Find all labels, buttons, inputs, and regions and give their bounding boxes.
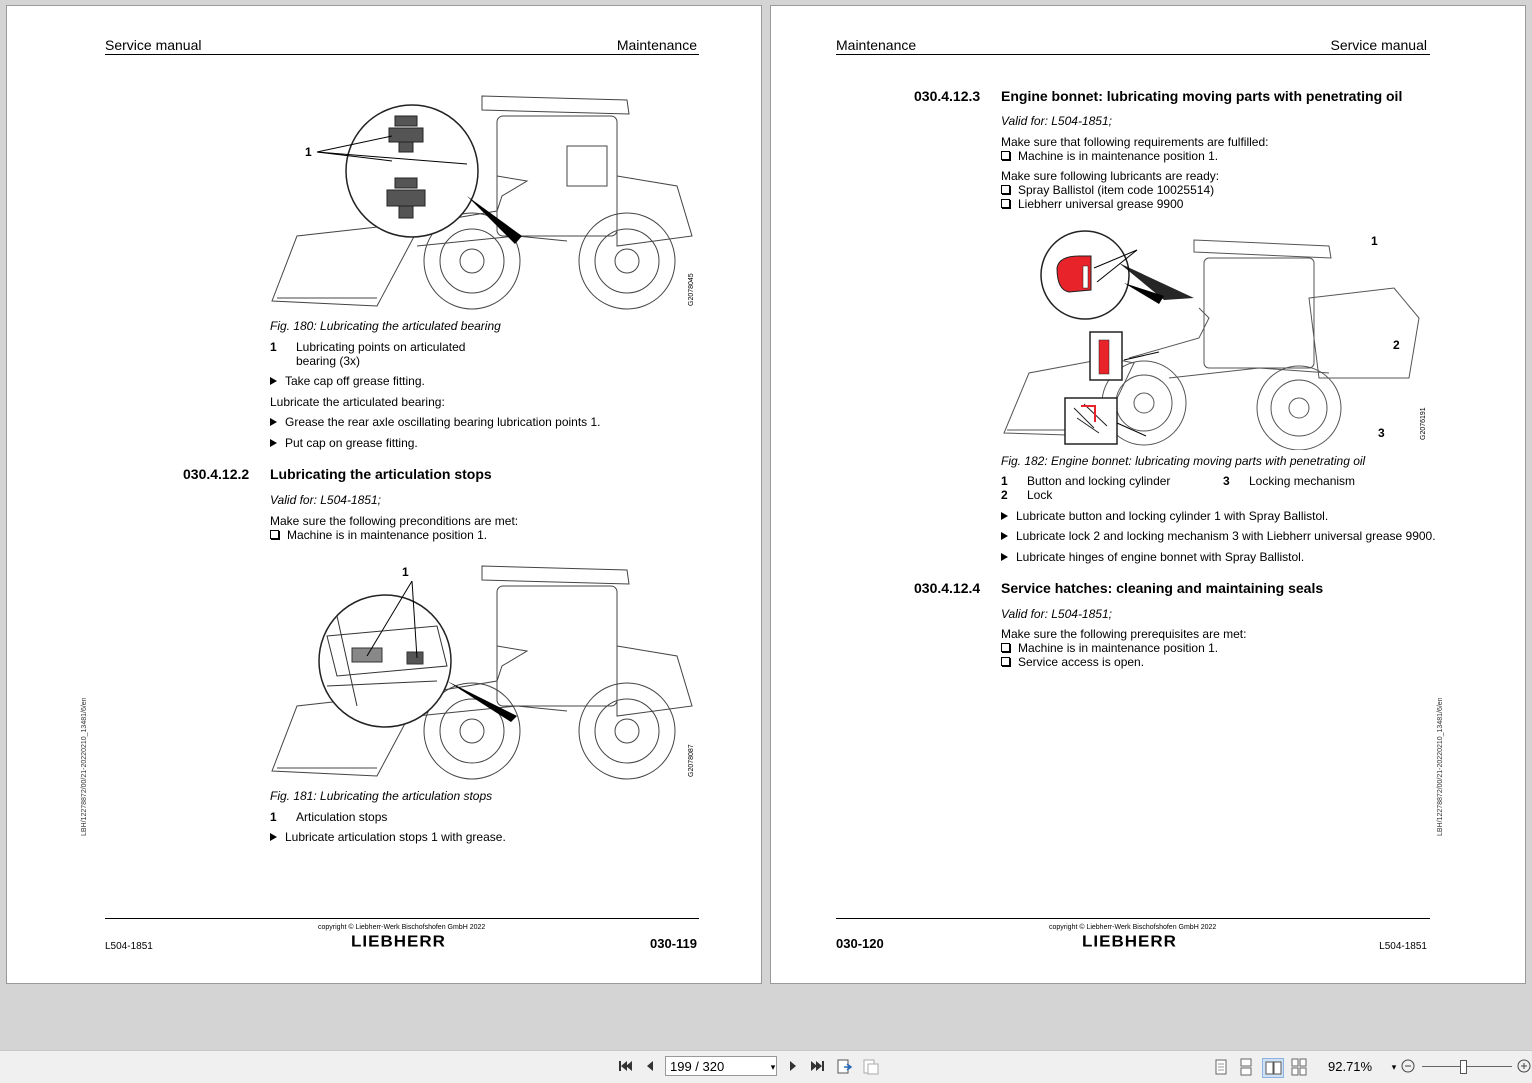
first-page-icon — [617, 1058, 633, 1074]
last-page-icon — [810, 1058, 826, 1074]
back-view-icon — [835, 1058, 853, 1076]
fig-181-callout-1: 1 — [402, 565, 409, 579]
zoom-slider-handle[interactable] — [1460, 1060, 1467, 1074]
requirement-item: Machine is in maintenance position 1. — [270, 528, 487, 542]
page-dropdown-icon[interactable]: ▾ — [770, 1062, 776, 1072]
requirement-item: Machine is in maintenance position 1. — [1001, 641, 1218, 655]
section-title: Lubricating the articulation stops — [270, 466, 492, 482]
checkbox-icon — [1001, 657, 1010, 666]
footer-model: L504-1851 — [105, 941, 153, 952]
fig-181-code: G2078087 — [688, 744, 695, 777]
footer-rule — [105, 918, 699, 919]
fig-182-legend-num-3: 3 — [1223, 474, 1230, 488]
fig-182-callout-2: 2 — [1393, 338, 1400, 352]
header-left: Service manual — [105, 37, 202, 53]
zoom-out-icon — [1400, 1058, 1416, 1074]
viewer-toolbar — [0, 1050, 1532, 1083]
step-arrow-icon — [270, 418, 277, 426]
checkbox-icon — [1001, 643, 1010, 652]
footer-page-number: 030-120 — [836, 936, 884, 951]
paragraph: Make sure that following requirements are fulfilled: — [1001, 135, 1269, 149]
zoom-slider-track[interactable] — [1422, 1066, 1512, 1067]
fig-180-legend-text-1: Lubricating points on articulated — [296, 340, 466, 354]
zoom-dropdown-icon[interactable]: ▾ — [1391, 1062, 1397, 1072]
fig-180-legend-num: 1 — [270, 340, 277, 354]
previous-page-button[interactable] — [641, 1058, 659, 1076]
go-back-view-button[interactable] — [835, 1058, 853, 1076]
section-number: 030.4.12.4 — [914, 580, 981, 596]
step-item: Lubricate lock 2 and locking mechanism 3 with Liebherr universal grease 9900. — [1001, 529, 1436, 543]
checkbox-icon — [1001, 185, 1010, 194]
liebherr-logo: LIEBHERR — [1082, 933, 1177, 951]
checkbox-icon — [270, 530, 279, 539]
first-page-button[interactable] — [616, 1058, 634, 1076]
step-item: Put cap on grease fitting. — [270, 436, 418, 450]
liebherr-logo: LIEBHERR — [351, 933, 446, 951]
step-arrow-icon — [1001, 532, 1008, 540]
facing-view-button[interactable] — [1262, 1058, 1284, 1078]
page-number-input[interactable] — [665, 1056, 777, 1076]
single-page-view-button[interactable] — [1212, 1058, 1230, 1076]
step-arrow-icon — [270, 833, 277, 841]
fig-182-legend-num-1: 1 — [1001, 474, 1008, 488]
fig-181-legend-num: 1 — [270, 810, 277, 824]
left-page — [6, 5, 762, 984]
right-page — [770, 5, 1526, 984]
next-page-button[interactable] — [784, 1058, 802, 1076]
fig-180-caption: Fig. 180: Lubricating the articulated bearing — [270, 319, 501, 333]
step-item: Lubricate hinges of engine bonnet with Spray Ballistol. — [1001, 550, 1304, 564]
requirement-item: Spray Ballistol (item code 10025514) — [1001, 183, 1214, 197]
fig-180-legend-text-2: bearing (3x) — [296, 354, 361, 368]
fig-180-illustration — [267, 86, 697, 316]
forward-view-icon — [861, 1058, 879, 1076]
fig-181-caption: Fig. 181: Lubricating the articulation stops — [270, 789, 493, 803]
fig-182-caption: Fig. 182: Engine bonnet: lubricating moving parts with penetrating oil — [1001, 454, 1366, 468]
footer-rule — [836, 918, 1430, 919]
section-title: Service hatches: cleaning and maintaining seals — [1001, 580, 1324, 596]
continuous-page-icon — [1238, 1058, 1254, 1076]
step-item: Lubricate button and locking cylinder 1 with Spray Ballistol. — [1001, 509, 1328, 523]
fig-182-legend-text-1: Button and locking cylinder — [1027, 474, 1171, 488]
step-arrow-icon — [1001, 512, 1008, 520]
valid-for: Valid for: L504-1851; — [1001, 607, 1112, 621]
zoom-in-button[interactable] — [1515, 1058, 1532, 1076]
header-rule — [105, 54, 699, 55]
fig-182-legend-num-2: 2 — [1001, 488, 1008, 502]
section-number: 030.4.12.2 — [183, 466, 250, 482]
checkbox-icon — [1001, 151, 1010, 160]
continuous-view-button[interactable] — [1237, 1058, 1255, 1076]
step-item: Grease the rear axle oscillating bearing lubrication points 1. — [270, 415, 601, 429]
previous-page-icon — [642, 1058, 658, 1074]
paragraph: Make sure following lubricants are ready: — [1001, 169, 1220, 183]
zoom-out-button[interactable] — [1399, 1058, 1417, 1076]
section-number: 030.4.12.3 — [914, 88, 981, 104]
side-document-id: LBH/12278872/00/21-20220210_13481/6/en — [1437, 697, 1444, 836]
section-title: Engine bonnet: lubricating moving parts with penetrating oil — [1001, 88, 1403, 104]
header-right: Service manual — [1330, 37, 1427, 53]
fig-180-code: G2078045 — [688, 273, 695, 306]
copyright: copyright © Liebherr-Werk Bischofshofen GmbH 2022 — [318, 924, 486, 931]
go-forward-view-button[interactable] — [861, 1058, 879, 1076]
fig-182-legend-text-2: Lock — [1027, 488, 1053, 502]
zoom-in-icon — [1516, 1058, 1532, 1074]
header-left: Maintenance — [836, 37, 917, 53]
header-rule — [836, 54, 1430, 55]
fig-182-illustration — [999, 228, 1429, 450]
valid-for: Valid for: L504-1851; — [270, 493, 381, 507]
continuous-facing-view-button[interactable] — [1290, 1058, 1308, 1076]
fig-182-callout-1: 1 — [1371, 234, 1378, 248]
side-document-id: LBH/12278872/00/21-20220210_13481/6/en — [81, 697, 88, 836]
footer-page-number: 030-119 — [650, 936, 697, 951]
single-page-icon — [1213, 1058, 1229, 1076]
fig-182-code: G2076191 — [1420, 407, 1427, 440]
step-item: Lubricate articulation stops 1 with grease. — [270, 830, 506, 844]
fig-182-legend-text-3: Locking mechanism — [1249, 474, 1356, 488]
next-page-icon — [785, 1058, 801, 1074]
zoom-level[interactable]: 92.71% — [1328, 1059, 1373, 1074]
last-page-button[interactable] — [809, 1058, 827, 1076]
paragraph: Lubricate the articulated bearing: — [270, 395, 445, 409]
fig-181-legend-text: Articulation stops — [296, 810, 388, 824]
step-item: Take cap off grease fitting. — [270, 374, 425, 388]
header-right: Maintenance — [616, 37, 697, 53]
copyright: copyright © Liebherr-Werk Bischofshofen GmbH 2022 — [1049, 924, 1217, 931]
requirement-item: Machine is in maintenance position 1. — [1001, 149, 1218, 163]
facing-page-icon — [1264, 1059, 1282, 1077]
requirement-item: Liebherr universal grease 9900 — [1001, 197, 1183, 211]
checkbox-icon — [1001, 199, 1010, 208]
step-arrow-icon — [270, 439, 277, 447]
paragraph: Make sure the following prerequisites are met: — [1001, 627, 1247, 641]
requirement-item: Service access is open. — [1001, 655, 1144, 669]
step-arrow-icon — [270, 377, 277, 385]
fig-180-callout-1: 1 — [305, 145, 312, 159]
paragraph: Make sure the following preconditions are met: — [270, 514, 519, 528]
valid-for: Valid for: L504-1851; — [1001, 114, 1112, 128]
continuous-facing-icon — [1290, 1058, 1308, 1076]
step-arrow-icon — [1001, 553, 1008, 561]
fig-181-illustration — [267, 556, 697, 786]
fig-182-callout-3: 3 — [1378, 426, 1385, 440]
footer-model: L504-1851 — [1379, 941, 1427, 952]
